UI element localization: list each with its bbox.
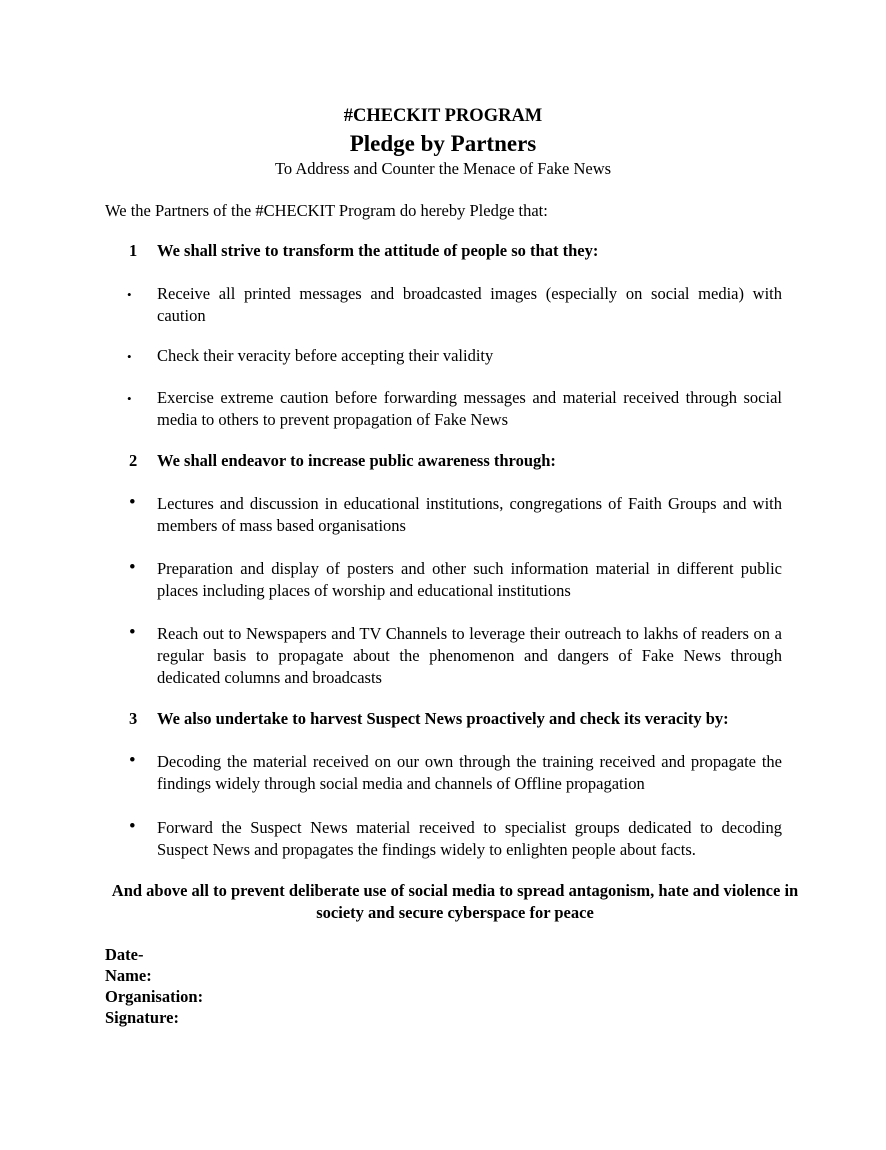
organisation-field-label: Organisation: <box>105 987 204 1006</box>
bullet-icon: • <box>129 557 136 578</box>
list-item <box>127 817 783 861</box>
section-heading-text: We also undertake to harvest Suspect News proactively and check its veracity by: <box>157 709 729 728</box>
list-item-text: Receive all printed messages and broadcasted images (especially on social media) with caution <box>157 284 782 325</box>
list-item <box>127 345 783 367</box>
date-field-label: Date- <box>105 945 144 964</box>
list-item-text: Decoding the material received on our own through the training received and propagate the findings widely through social media and channels of Offline propagation <box>157 752 782 793</box>
bullet-icon: • <box>127 287 132 302</box>
list-item <box>127 751 783 795</box>
intro-text: We the Partners of the #CHECKIT Program do hereby Pledge that: <box>105 201 548 220</box>
section-heading-text: We shall endeavor to increase public awareness through: <box>157 451 556 470</box>
list-item <box>127 283 783 327</box>
bullet-icon: • <box>129 492 136 513</box>
bullet-icon: • <box>129 622 136 643</box>
program-title: #CHECKIT PROGRAM <box>343 106 543 126</box>
bullet-icon: • <box>129 816 136 837</box>
bullet-icon: • <box>127 349 132 364</box>
section-number: 1 <box>129 241 138 260</box>
list-item <box>127 623 783 689</box>
list-item-text: Check their veracity before accepting their validity <box>157 346 494 365</box>
closing-statement: And above all to prevent deliberate use of social media to spread antagonism, hate and violence in society and secure cyberspace for peace <box>111 881 799 922</box>
list-item <box>127 387 783 431</box>
list-item-text: Reach out to Newspapers and TV Channels to leverage their outreach to lakhs of readers on a regular basis to propagate about the phenomenon and dangers of Fake News through dedicated columns and broadcasts <box>157 624 782 687</box>
bullet-icon: • <box>129 750 136 771</box>
page-title: Pledge by Partners <box>349 131 537 156</box>
list-item-text: Exercise extreme caution before forwarding messages and material received through social media to others to prevent propagation of Fake News <box>157 388 782 429</box>
section-number: 2 <box>129 451 138 470</box>
name-field-label: Name: <box>105 966 152 985</box>
page-subtitle: To Address and Counter the Menace of Fake News <box>274 159 612 178</box>
list-item <box>127 493 783 537</box>
list-item-text: Preparation and display of posters and other such information material in different public places including places of worship and educational institutions <box>157 559 782 600</box>
list-item-text: Lectures and discussion in educational institutions, congregations of Faith Groups and with members of mass based organisations <box>157 494 782 535</box>
section-number: 3 <box>129 709 138 728</box>
list-item-text: Forward the Suspect News material received to specialist groups dedicated to decoding Suspect News and propagates the findings widely to enlighten people about facts. <box>157 818 782 859</box>
bullet-icon: • <box>127 391 132 406</box>
signature-field-label: Signature: <box>105 1008 179 1027</box>
section-heading-text: We shall strive to transform the attitude of people so that they: <box>157 241 599 260</box>
list-item <box>127 558 783 602</box>
